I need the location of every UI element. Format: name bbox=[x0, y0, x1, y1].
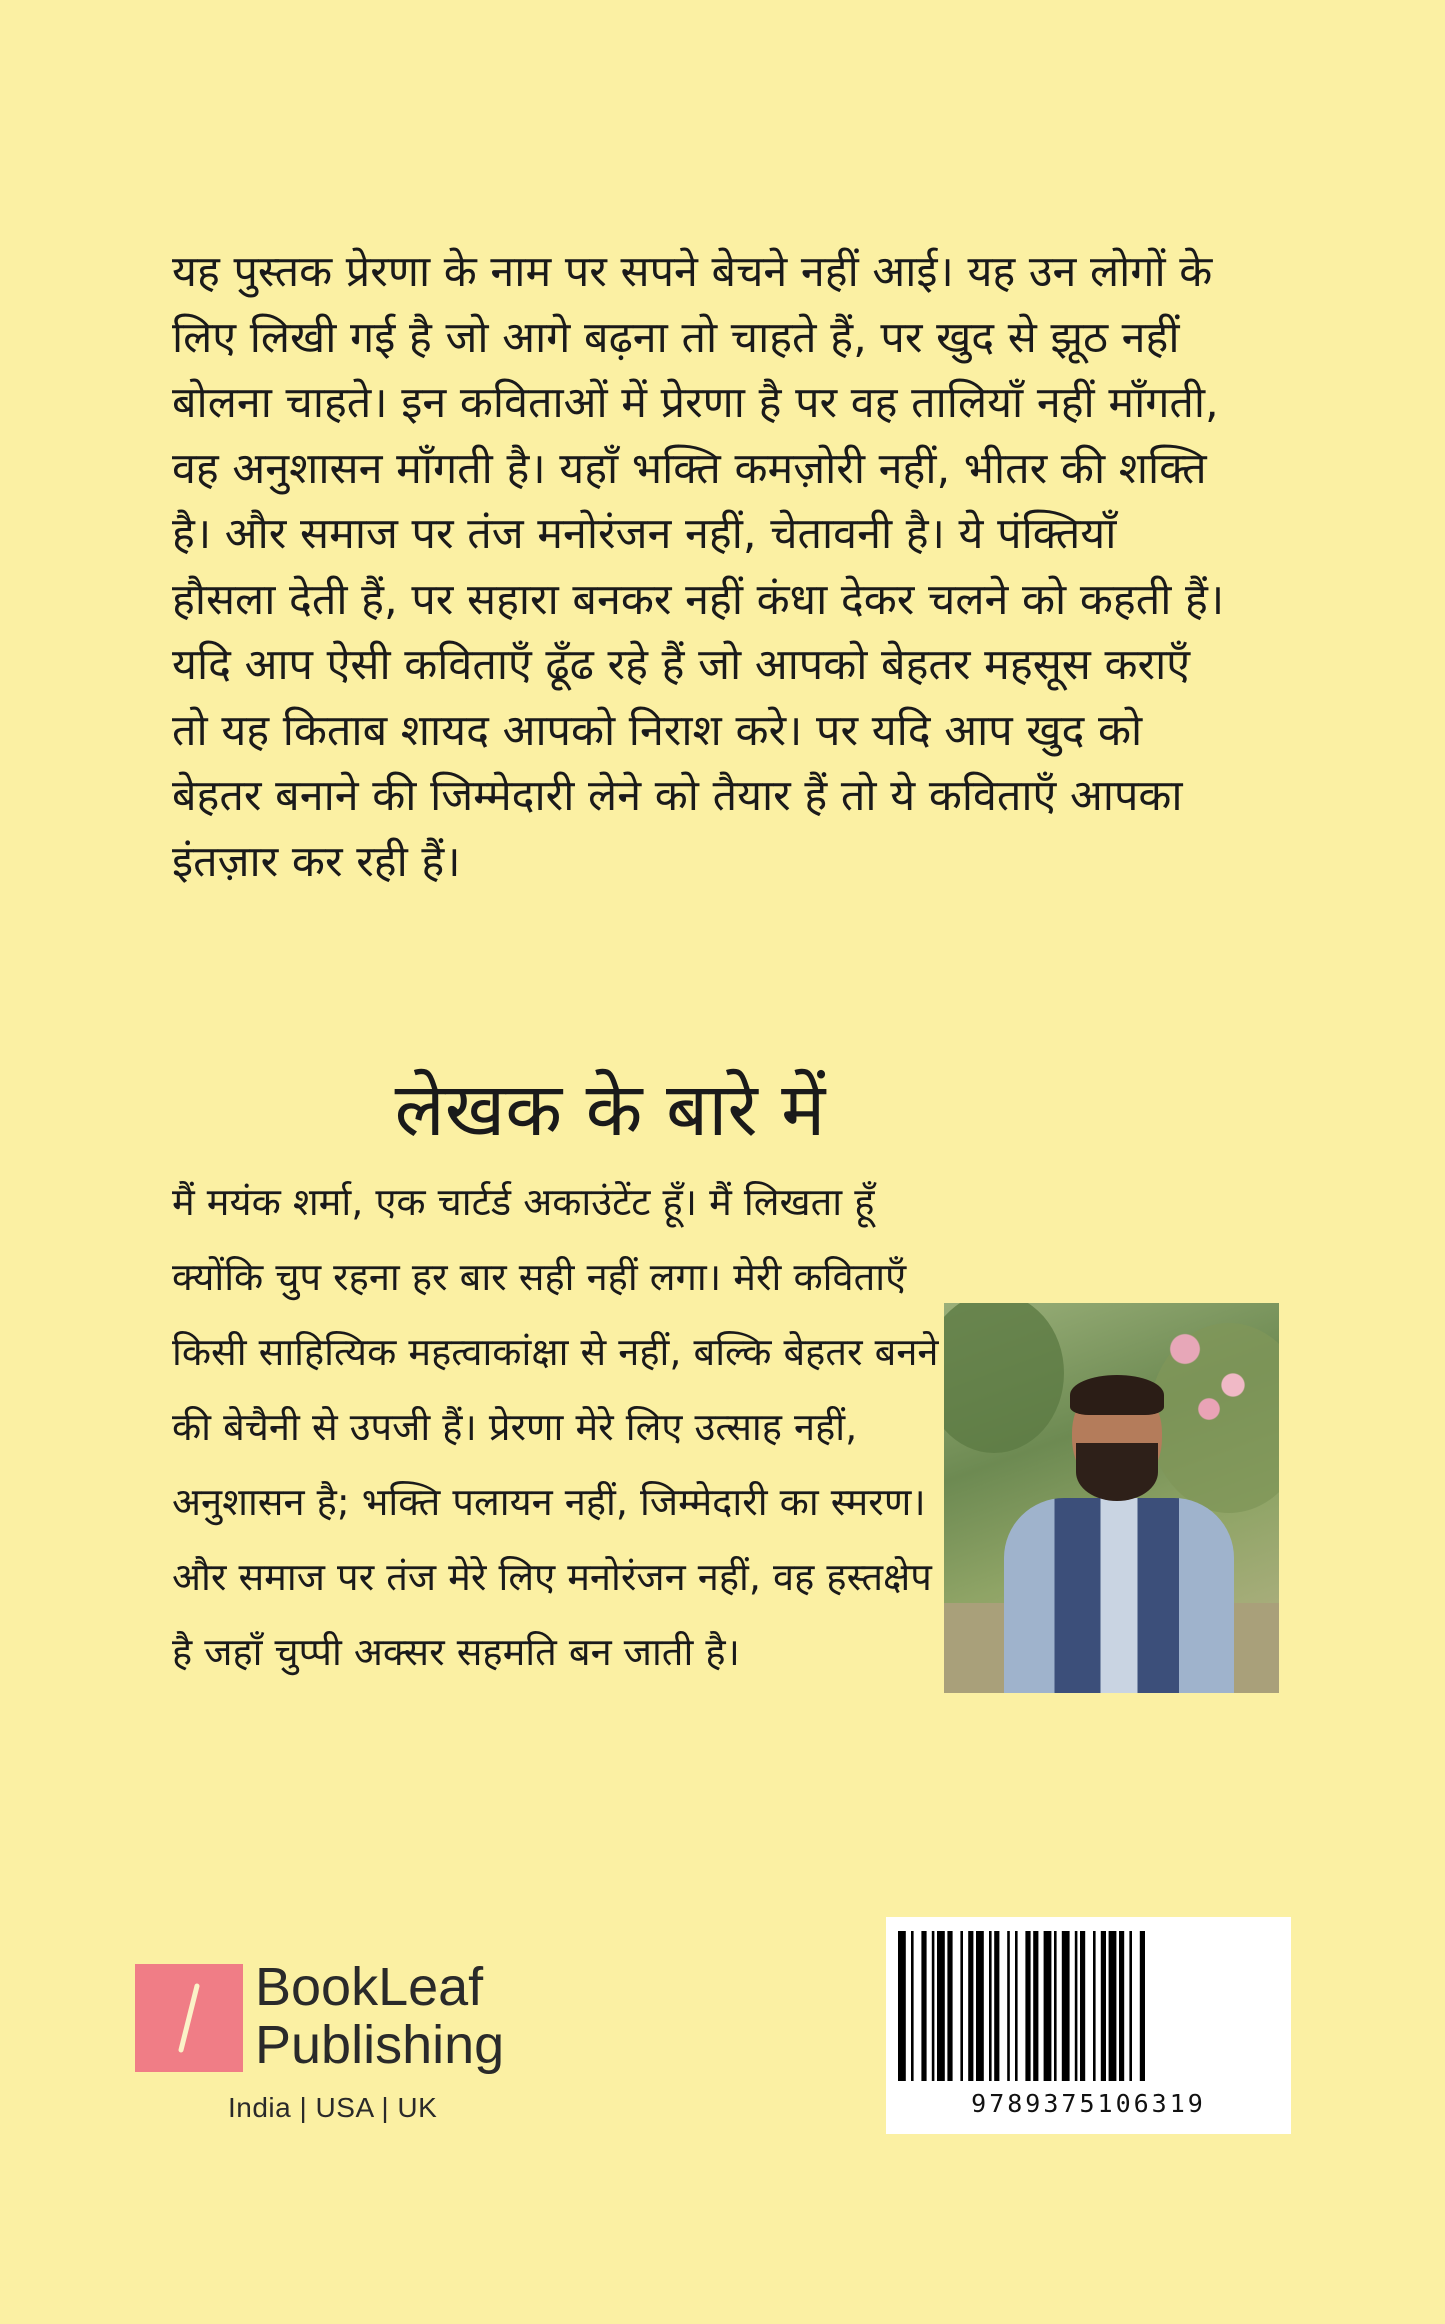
about-author-heading: लेखक के बारे में bbox=[394, 1067, 826, 1153]
publisher-regions: India | USA | UK bbox=[228, 2092, 438, 2123]
barcode-bar bbox=[1075, 1931, 1078, 2081]
blurb-paragraph: यह पुस्तक प्रेरणा के नाम पर सपने बेचने नहीं आई। यह उन लोगों के लिए लिखी गई है जो आगे बढ़ना तो चाहते हैं, पर खुद से झूठ नहीं बोलना चाहते। इन कविताओं में प्रेरणा है पर वह तालियाँ नहीं माँगती, वह अनुशासन माँगती है। यहाँ भक्ति कमज़ोरी नहीं, भीतर की शक्ति है। और समाज पर तंज मनोरंजन नहीं, चेतावनी है। ये पंक्तियाँ हौसला देती हैं, पर सहारा बनकर नहीं कंधा देकर चलने को कहती हैं। यदि आप ऐसी कविताएँ ढूँढ रहे हैं जो आपको बेहतर महसूस कराएँ तो यह किताब शायद आपको निराश करे। पर यदि आप खुद को बेहतर बनाने की जिम्मेदारी लेने को तैयार हैं तो ये कविताएँ आपका इंतज़ार कर रही हैं। bbox=[172, 247, 1225, 887]
barcode-bar bbox=[921, 1931, 926, 2081]
barcode-bar bbox=[1093, 1931, 1096, 2081]
barcode-bar bbox=[1140, 1931, 1145, 2081]
barcode-bar bbox=[898, 1931, 906, 2081]
barcode-bar bbox=[960, 1931, 963, 2081]
barcode-bar bbox=[989, 1931, 992, 2081]
publisher-logo-icon bbox=[135, 1964, 243, 2072]
publisher-name-line1: BookLeaf bbox=[255, 1957, 484, 2017]
barcode-bar bbox=[1119, 1931, 1124, 2081]
barcode-bar bbox=[1101, 1931, 1106, 2081]
barcode-bar bbox=[968, 1931, 973, 2081]
barcode-bar bbox=[1062, 1931, 1070, 2081]
barcode-bar bbox=[1109, 1931, 1117, 2081]
barcode-bar bbox=[1033, 1931, 1038, 2081]
barcode-bar bbox=[947, 1931, 952, 2081]
barcode-bar bbox=[994, 1931, 999, 2081]
barcode-bar bbox=[1025, 1931, 1030, 2081]
barcode-bar bbox=[1007, 1931, 1010, 2081]
barcode-bar bbox=[1054, 1931, 1057, 2081]
about-author-text: मैं मयंक शर्मा, एक चार्टर्ड अकाउंटेंट हूँ। मैं लिखता हूँ क्योंकि चुप रहना हर बार सही नहीं लगा। मेरी कविताएँ किसी साहित्यिक महत्वाकांक्षा से नहीं, बल्कि बेहतर बनने की बेचैनी से उपजी हैं। प्रेरणा मेरे लिए उत्साह नहीं, अनुशासन है; भक्ति पलायन नहीं, जिम्मेदारी का स्मरण। और समाज पर तंज मेरे लिए मनोरंजन नहीं, वह हस्तक्षेप है जहाँ चुप्पी अक्सर सहमति बन जाती है। bbox=[172, 1180, 939, 1674]
barcode-bar bbox=[911, 1931, 914, 2081]
isbn-barcode bbox=[886, 1917, 1291, 2134]
author-photo bbox=[944, 1303, 1279, 1693]
barcode-bar bbox=[937, 1931, 945, 2081]
publisher-name-line2: Publishing bbox=[255, 2015, 505, 2075]
barcode-bar bbox=[1044, 1931, 1052, 2081]
barcode-bar bbox=[932, 1931, 935, 2081]
barcode-bar bbox=[1129, 1931, 1132, 2081]
barcode-bar bbox=[1080, 1931, 1085, 2081]
publisher-name bbox=[255, 1958, 504, 2074]
barcode-bar bbox=[1015, 1931, 1018, 2081]
barcode-bar bbox=[976, 1931, 984, 2081]
isbn-number: 9789375106319 bbox=[971, 2089, 1206, 2118]
